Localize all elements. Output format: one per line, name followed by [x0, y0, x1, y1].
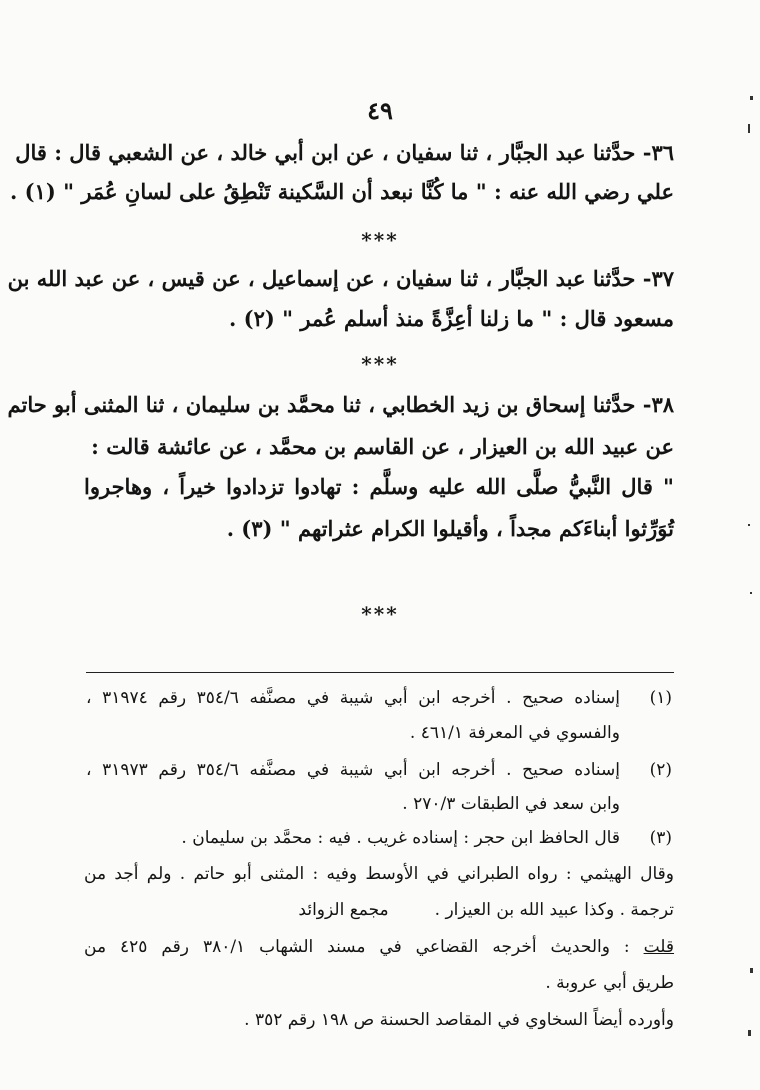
footnote-2-line-2: وابن سعد في الطبقات ٢٧٠/٣ . [402, 794, 620, 814]
scan-speck [748, 524, 750, 526]
hadith-38-line-1: ٣٨- حدَّثنا إسحاق بن زيد الخطابي ، ثنا محمَّد بن سليمان ، ثنا المثنى أبو حاتم [7, 392, 674, 417]
footnote-3-line-4 [84, 937, 674, 958]
scan-speck [750, 96, 753, 100]
hadith-38-line-2: عن عبيد الله بن العيزار ، عن القاسم بن محمَّد ، عن عائشة قالت : [91, 434, 674, 459]
hadith-36-line-2: علي رضي الله عنه : " ما كُنَّا نبعد أن السَّكينة تَنْطِقُ على لسانِ عُمَر " (١) . [9, 179, 674, 204]
footnote-3-line-6: وأورده أيضاً السخاوي في المقاصد الحسنة ص ١٩٨ رقم ٣٥٢ . [244, 1010, 674, 1030]
separator-stars: *** [361, 352, 399, 376]
footnote-3-line-3-text: ترجمة . وكذا عبيد الله بن العيزار . [434, 900, 674, 920]
footnote-1-line-1: إسناده صحيح . أخرجه ابن أبي شيبة في مصنَّفه ٣٥٤/٦ رقم ٣١٩٧٤ ، [86, 688, 620, 708]
hadith-37-line-1: ٣٧- حدَّثنا عبد الجبَّار ، ثنا سفيان ، عن إسماعيل ، عن قيس ، عن عبد الله بن [7, 266, 674, 291]
footnote-2-number: (٢) [649, 760, 672, 780]
scan-speck [750, 592, 752, 594]
footnote-3-number: (٣) [649, 828, 672, 848]
scan-speck [750, 968, 753, 973]
hadith-38-line-3: " قال النَّبيُّ صلَّى الله عليه وسلَّم : تهادوا تزدادوا خيراً ، وهاجروا [84, 474, 674, 499]
hadith-37-line-2: مسعود قال : " ما زلنا أعِزَّةً منذ أسلم عُمر " (٢) . [229, 306, 674, 331]
scan-speck [748, 1030, 751, 1036]
footnote-3-source-ref: مجمع الزوائد [298, 900, 389, 920]
qult-label: قلت [643, 937, 675, 957]
footnote-1-line-2: والفسوي في المعرفة ٤٦١/١ . [409, 723, 620, 743]
footnote-2-line-1: إسناده صحيح . أخرجه ابن أبي شيبة في مصنَّفه ٣٥٤/٦ رقم ٣١٩٧٣ ، [86, 760, 620, 780]
footnote-3-line-5: طريق أبي عروبة . [545, 973, 674, 993]
footnote-3-line-1: قال الحافظ ابن حجر : إسناده غريب . فيه : محمَّد بن سليمان . [181, 828, 620, 848]
separator-stars: *** [361, 228, 399, 252]
footnote-3-line-3 [84, 900, 674, 921]
footnote-1-number: (١) [649, 688, 672, 708]
scan-speck [748, 124, 750, 133]
separator-stars: *** [361, 602, 399, 626]
hadith-36-line-1: ٣٦- حدَّثنا عبد الجبَّار ، ثنا سفيان ، عن ابن أبي خالد ، عن الشعبي قال : قال [15, 140, 674, 165]
footnote-3-line-4-rest: : والحديث أخرجه القضاعي في مسند الشهاب ٣٨٠/١ رقم ٤٢٥ من [84, 937, 630, 957]
page-number: ٤٩ [367, 96, 393, 125]
hadith-38-line-4: تُوَرِّثوا أبناءَكم مجداً ، وأقيلوا الكرام عثراتهم " (٣) . [226, 516, 674, 541]
footnote-3-line-2: وقال الهيثمي : رواه الطبراني في الأوسط وفيه : المثنى أبو حاتم . ولم أجد من [84, 864, 674, 884]
footnote-rule [86, 672, 674, 673]
